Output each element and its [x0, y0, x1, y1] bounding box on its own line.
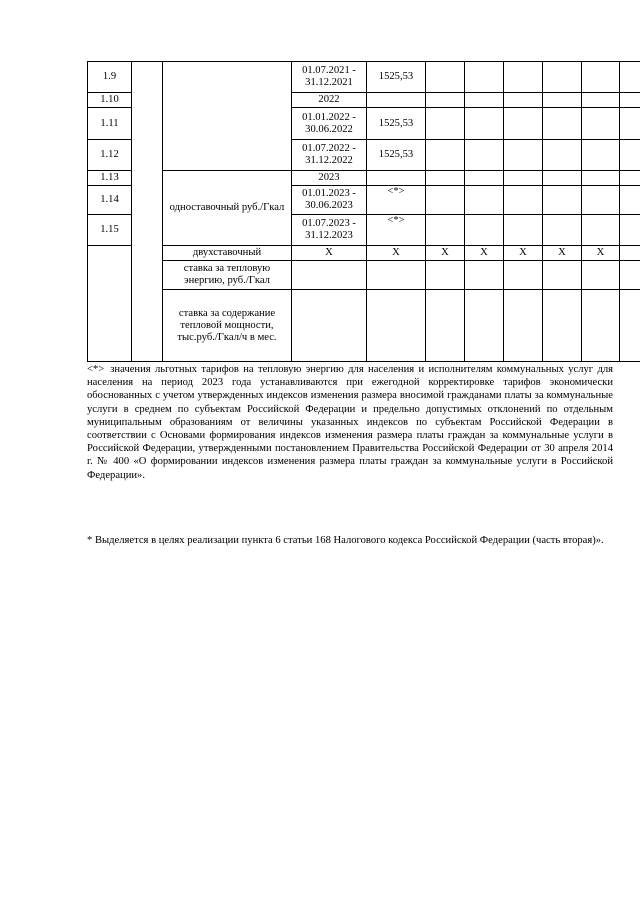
table-row — [88, 290, 640, 362]
period-cell: 01.07.2021 - 31.12.2021 — [292, 62, 367, 93]
value-cell: <*> — [367, 215, 426, 246]
footnote-tax: * Выделяется в целях реализации пункта 6 статьи 168 Налогового кодекса Российской Федерации (часть вторая)». — [87, 535, 604, 546]
two-part-tariff-label: двухставочный — [163, 246, 292, 261]
footnote-tariff — [87, 363, 613, 482]
heat-rate-label: ставка за тепловую энергию, руб./Гкал — [163, 261, 292, 290]
table-row — [88, 62, 640, 93]
x-mark: X — [543, 246, 582, 261]
period-cell: 2022 — [292, 93, 367, 108]
table-row — [88, 171, 640, 186]
value-cell: 1525,53 — [367, 62, 426, 93]
one-part-tariff-label: одноставочный руб./Гкал — [163, 171, 292, 246]
empty-merged-cell — [132, 62, 163, 362]
x-mark: X — [292, 246, 367, 261]
period-cell: 2023 — [292, 171, 367, 186]
period-cell: 01.01.2023 - 30.06.2023 — [292, 186, 367, 215]
row-number: 1.12 — [88, 140, 132, 171]
footnote-mark: <*> — [87, 364, 105, 375]
row-number: 1.9 — [88, 62, 132, 93]
empty-merged-cell — [88, 246, 132, 362]
x-mark: X — [465, 246, 504, 261]
empty-merged-cell — [163, 62, 292, 171]
footnote-text: значения льготных тарифов на тепловую энергию для населения и исполнителям коммунальных услуг для населения на период 2023 года устанавливаются при ежегодной корректировке тарифов экономически обоснованных с учетом утвержденных индексов изменения размера вносимой гражданами платы за коммунальные услуги в среднем по субъектам Российской Федерации и предельно допустимых отклонений по отдельным муниципальным образованиям от величины указанных индексов по субъектам Российской Федерации в соответствии с Основами формирования индексов изменения размера платы граждан за коммунальные услуги в Российской Федерации, утвержденными постановлением Правительства Российской Федерации от 30 апреля 2014 г. № 400 «О формировании индексов изменения размера платы граждан за коммунальные услуги в Российской Федерации». — [87, 364, 613, 481]
x-mark: X — [582, 246, 620, 261]
row-number: 1.13 — [88, 171, 132, 186]
row-number: 1.10 — [88, 93, 132, 108]
row-number: 1.14 — [88, 186, 132, 215]
value-cell: <*> — [367, 186, 426, 215]
x-mark: X — [367, 246, 426, 261]
value-cell — [367, 93, 426, 108]
table-row — [88, 261, 640, 290]
value-cell: 1525,53 — [367, 108, 426, 140]
x-mark: X — [504, 246, 543, 261]
table-row — [88, 246, 640, 261]
period-cell: 01.07.2023 - 31.12.2023 — [292, 215, 367, 246]
value-cell: 1525,53 — [367, 140, 426, 171]
x-mark: X — [426, 246, 465, 261]
tariff-table — [87, 61, 640, 362]
value-cell — [367, 171, 426, 186]
period-cell: 01.07.2022 - 31.12.2022 — [292, 140, 367, 171]
row-number: 1.11 — [88, 108, 132, 140]
period-cell: 01.01.2022 - 30.06.2022 — [292, 108, 367, 140]
capacity-rate-label: ставка за содержание тепловой мощности, тыс.руб./Гкал/ч в мес. — [163, 290, 292, 362]
row-number: 1.15 — [88, 215, 132, 246]
